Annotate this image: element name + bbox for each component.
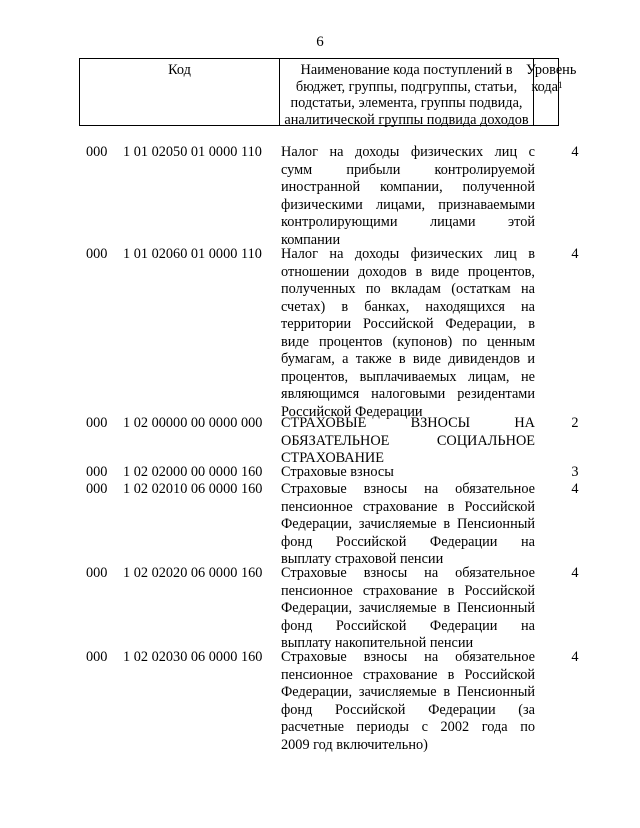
- row-level: 4: [571, 649, 579, 665]
- row-name-line: счетах) в банках, находящихся на: [281, 298, 535, 315]
- row-name-line: пенсионное страхование в Российской: [281, 582, 535, 599]
- row-admin-code: 000: [86, 246, 108, 262]
- row-name-line: Страховые взносы на обязательное: [281, 649, 535, 665]
- row-name-line: отношении доходов в виде процентов,: [281, 263, 535, 280]
- row-name-line: пенсионное страхование в Российской: [281, 666, 535, 683]
- row-name-line: контролирующими лицами этой: [281, 214, 535, 230]
- row-budget-code: 1 02 00000 00 0000 000: [123, 415, 263, 431]
- row-name-line: являющимся налоговыми резидентами: [281, 386, 535, 402]
- row-budget-code: 1 02 02030 06 0000 160: [123, 649, 263, 665]
- row-name-line: фонд Российской Федерации (за: [281, 701, 535, 718]
- row-admin-code: 000: [86, 144, 108, 160]
- row-name-line: Федерации, зачисляемые в Пенсионный: [281, 600, 535, 616]
- row-admin-code: 000: [86, 464, 108, 480]
- row-level: 4: [571, 565, 579, 581]
- row-name-line: ОБЯЗАТЕЛЬНОЕ СОЦИАЛЬНОЕ: [281, 432, 535, 449]
- row-name-line: Российской Федерации: [281, 403, 423, 420]
- row-name: [281, 565, 535, 653]
- row-name-line: Федерации, зачисляемые в Пенсионный: [281, 684, 535, 700]
- row-name-line: Налог на доходы физических лиц с: [281, 144, 535, 160]
- row-name-line: территории Российской Федерации, в: [281, 316, 535, 332]
- row-admin-code: 000: [86, 415, 108, 431]
- row-name-line: Страховые взносы: [281, 464, 394, 480]
- row-level: 4: [571, 246, 579, 262]
- row-name-line: выплату страховой пенсии: [281, 551, 444, 567]
- header-level: Уровень кода: [526, 62, 577, 95]
- row-level: 4: [571, 481, 579, 497]
- row-level: 3: [571, 464, 579, 480]
- row-budget-code: 1 02 02000 00 0000 160: [123, 464, 263, 480]
- row-name: [281, 481, 535, 569]
- row-level: 4: [571, 144, 579, 160]
- row-name-line: фонд Российской Федерации на: [281, 617, 535, 634]
- row-name-line: 2009 год включительно): [281, 736, 428, 753]
- row-name-line: СТРАХОВАНИЕ: [281, 450, 384, 466]
- row-name-line: Страховые взносы на обязательное: [281, 481, 535, 497]
- row-admin-code: 000: [86, 481, 108, 497]
- row-budget-code: 1 01 02050 01 0000 110: [123, 144, 262, 160]
- row-name-line: компании: [281, 231, 341, 248]
- row-level: 2: [571, 415, 579, 431]
- row-budget-code: 1 01 02060 01 0000 110: [123, 246, 262, 262]
- header-name: Наименование кода поступлений в бюджет, группы, подгруппы, статьи, подстатьи, элемента, группы подвида, аналитической группы подвида доходов: [280, 59, 534, 125]
- row-name: [281, 415, 535, 468]
- row-name: [281, 649, 535, 754]
- row-name-line: полученных по вкладам (остаткам на: [281, 281, 535, 297]
- row-name-line: процентов, выплачиваемых лицам, не: [281, 368, 535, 385]
- row-name-line: пенсионное страхование в Российской: [281, 498, 535, 515]
- row-budget-code: 1 02 02010 06 0000 160: [123, 481, 263, 497]
- row-name-line: СТРАХОВЫЕ ВЗНОСЫ НА: [281, 415, 535, 431]
- row-name-line: фонд Российской Федерации на: [281, 533, 535, 550]
- row-name: [281, 246, 535, 421]
- row-name-line: выплату накопительной пенсии: [281, 635, 474, 651]
- row-name-line: сумм прибыли контролируемой: [281, 161, 535, 178]
- row-admin-code: 000: [86, 649, 108, 665]
- row-name-line: Федерации, зачисляемые в Пенсионный: [281, 516, 535, 532]
- header-code: Код: [80, 59, 280, 125]
- row-name-line: бумагам, а также в виде дивидендов и: [281, 351, 535, 367]
- row-name-line: Страховые взносы на обязательное: [281, 565, 535, 581]
- row-name: [281, 464, 535, 482]
- row-name-line: Налог на доходы физических лиц в: [281, 246, 535, 262]
- row-admin-code: 000: [86, 565, 108, 581]
- row-name-line: иностранной компании, полученной: [281, 179, 535, 195]
- row-name: [281, 144, 535, 249]
- row-name-line: физическими лицами, признаваемыми: [281, 196, 535, 213]
- row-budget-code: 1 02 02020 06 0000 160: [123, 565, 263, 581]
- page-number: 6: [316, 34, 324, 50]
- row-name-line: расчетные периоды с 2002 года по: [281, 719, 535, 735]
- row-name-line: виде процентов (купонов) по ценным: [281, 333, 535, 350]
- footnote-marker: 1: [558, 79, 563, 90]
